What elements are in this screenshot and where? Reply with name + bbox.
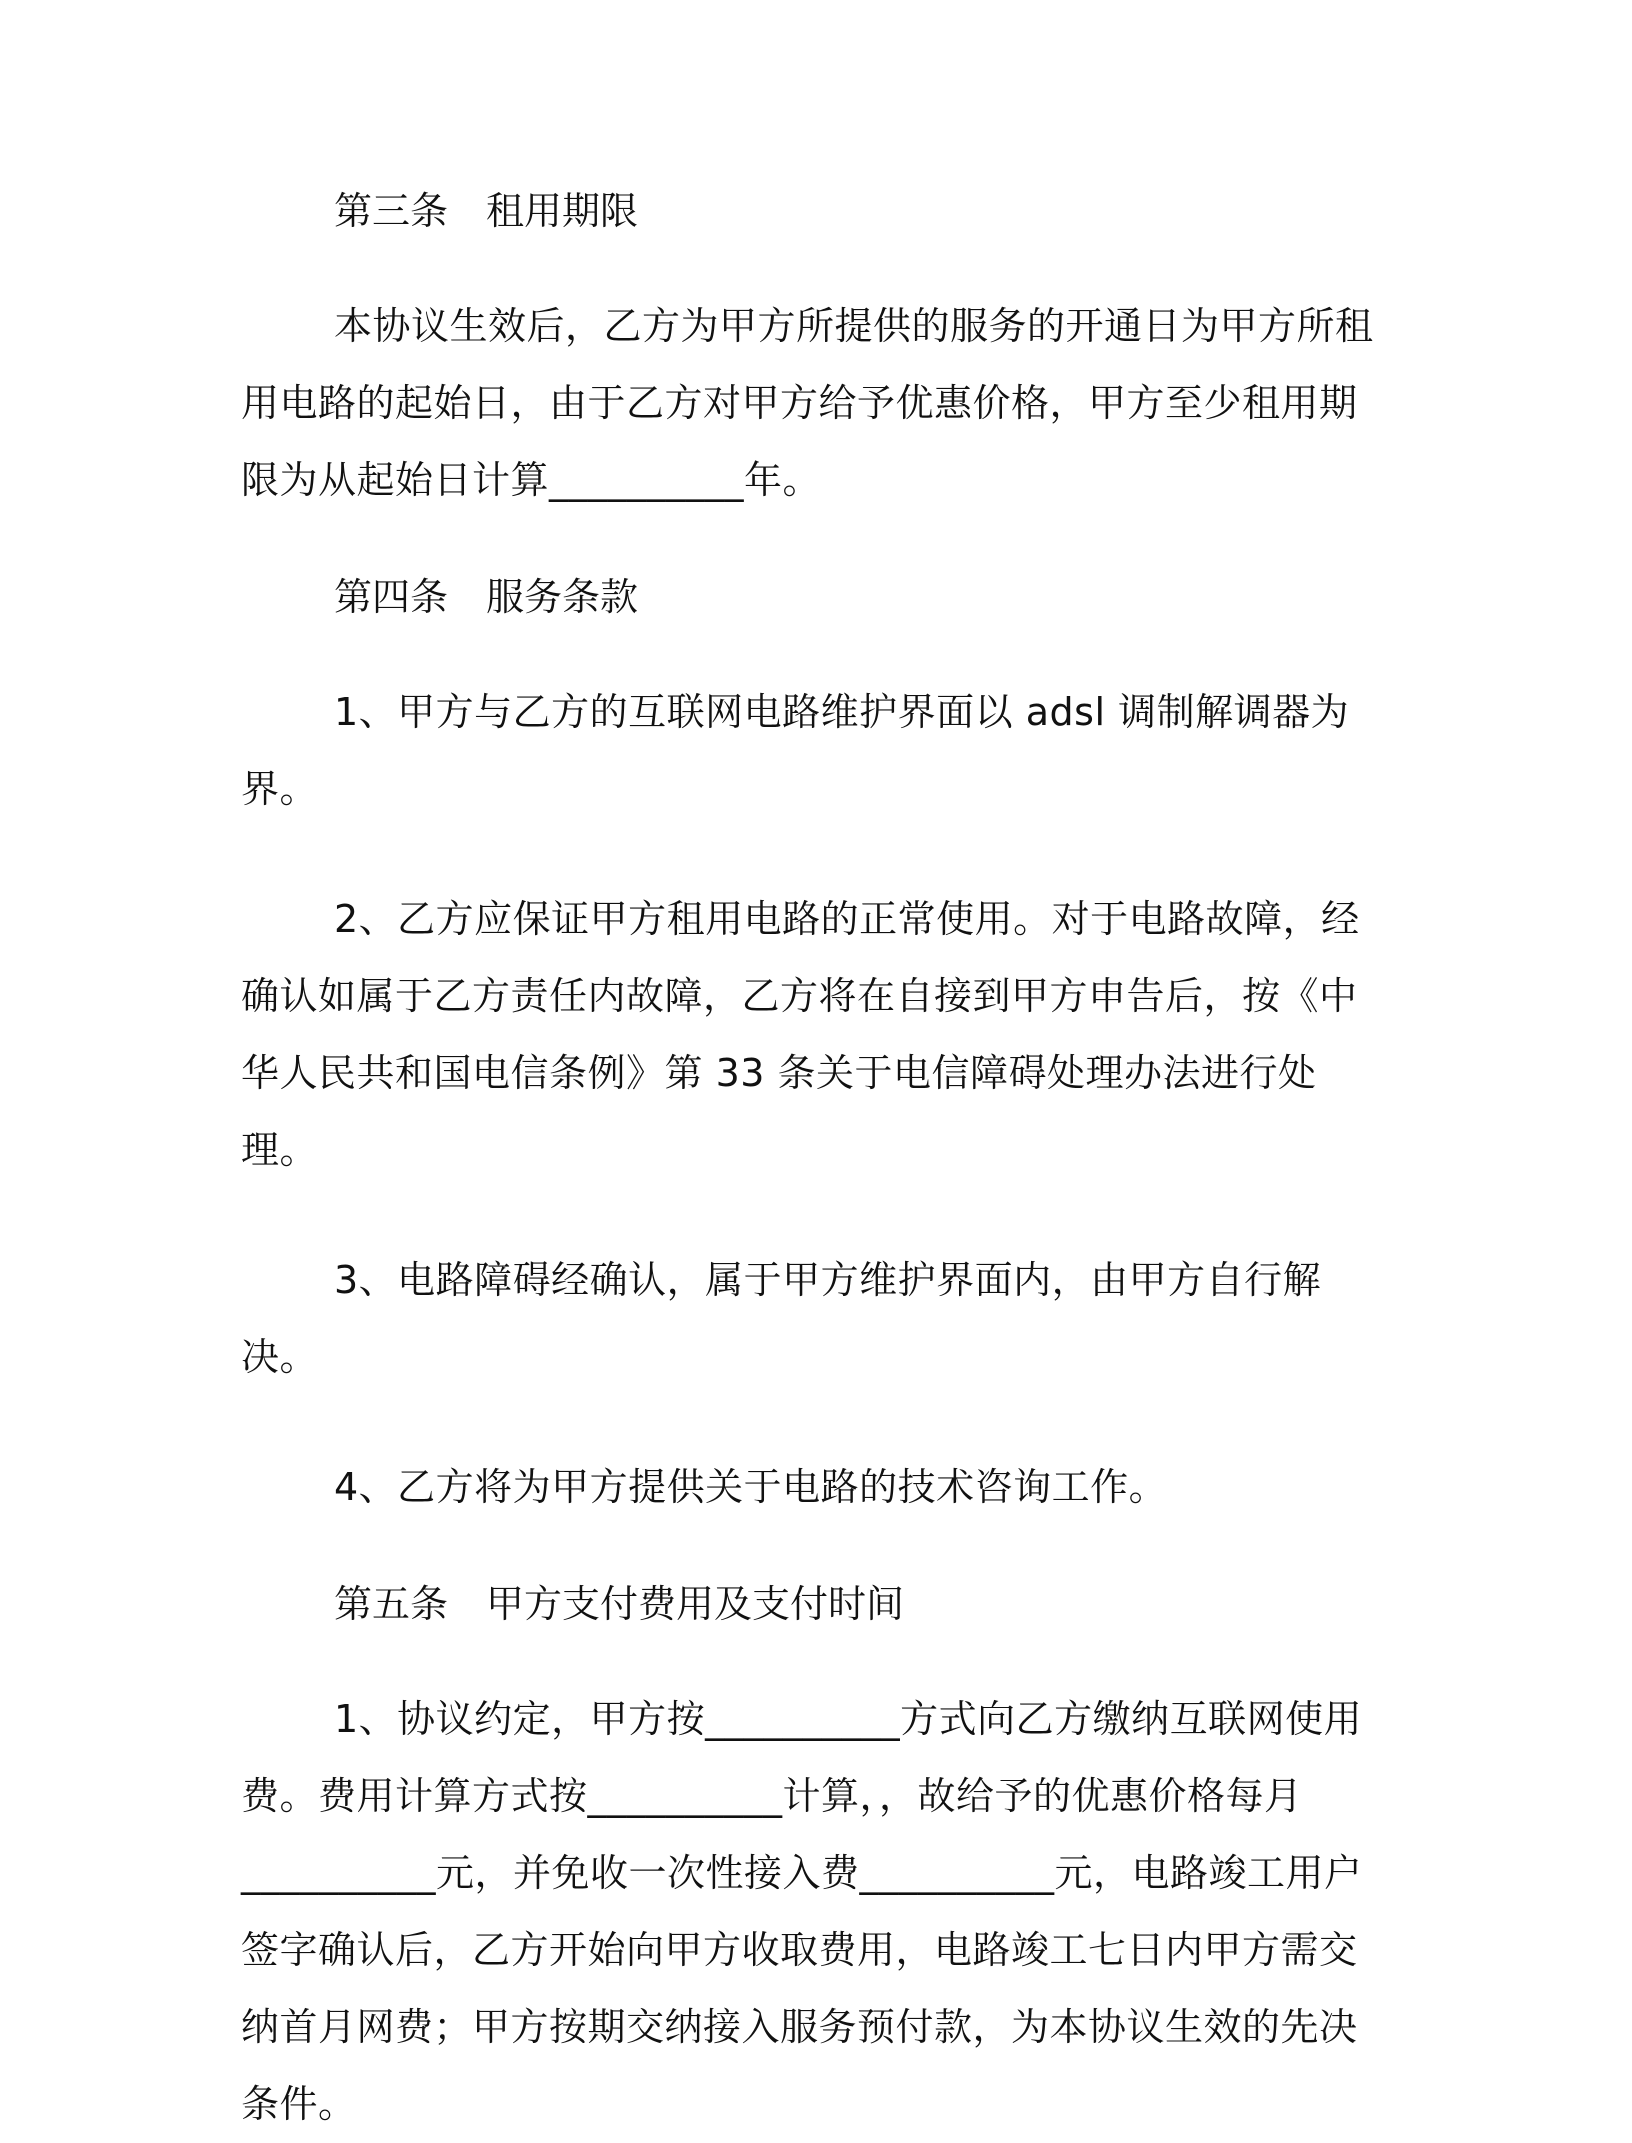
section-number: 第四条 xyxy=(334,575,449,619)
section-heading xyxy=(241,1579,1391,1629)
paragraph: 1、协议约定，甲方按__________方式向乙方缴纳互联网使用费。费用计算方式按__________计算，，故给予的优惠价格每月__________元，并免收一次性接入费__________元，电路竣工用户签字确认后，乙方开始向甲方收取费用，电路竣工七日内甲方需交纳首月网费；甲方按期交纳接入服务预付款，为本协议生效的先决条件。 xyxy=(241,1697,1363,2126)
paragraph: 1、甲方与乙方的互联网电路维护界面以 adsl 调制解调器为界。 xyxy=(241,690,1350,811)
section-heading xyxy=(241,572,1391,622)
paragraph: 4、乙方将为甲方提供关于电路的技术咨询工作。 xyxy=(334,1465,1168,1509)
paragraph: 本协议生效后，乙方为甲方所提供的服务的开通日为甲方所租用电路的起始日，由于乙方对甲方给予优惠价格，甲方至少租用期限为从起始日计算__________年。 xyxy=(241,304,1374,502)
section-title: 甲方支付费用及支付时间 xyxy=(486,1582,905,1626)
document-page xyxy=(241,186,1391,2143)
section-5 xyxy=(241,1579,1391,2143)
section-4 xyxy=(241,572,1391,1579)
section-number: 第三条 xyxy=(334,189,449,233)
section-title: 租用期限 xyxy=(486,189,639,233)
section-heading xyxy=(241,186,1391,236)
section-3 xyxy=(241,186,1391,572)
section-number: 第五条 xyxy=(334,1582,449,1626)
paragraph: 3、电路障碍经确认，属于甲方维护界面内，由甲方自行解决。 xyxy=(241,1258,1322,1379)
paragraph: 2、乙方应保证甲方租用电路的正常使用。对于电路故障，经确认如属于乙方责任内故障，乙方将在自接到甲方申告后，按《中华人民共和国电信条例》第 33 条关于电信障碍处理办法进行处理。 xyxy=(241,897,1360,1172)
section-title: 服务条款 xyxy=(486,575,639,619)
